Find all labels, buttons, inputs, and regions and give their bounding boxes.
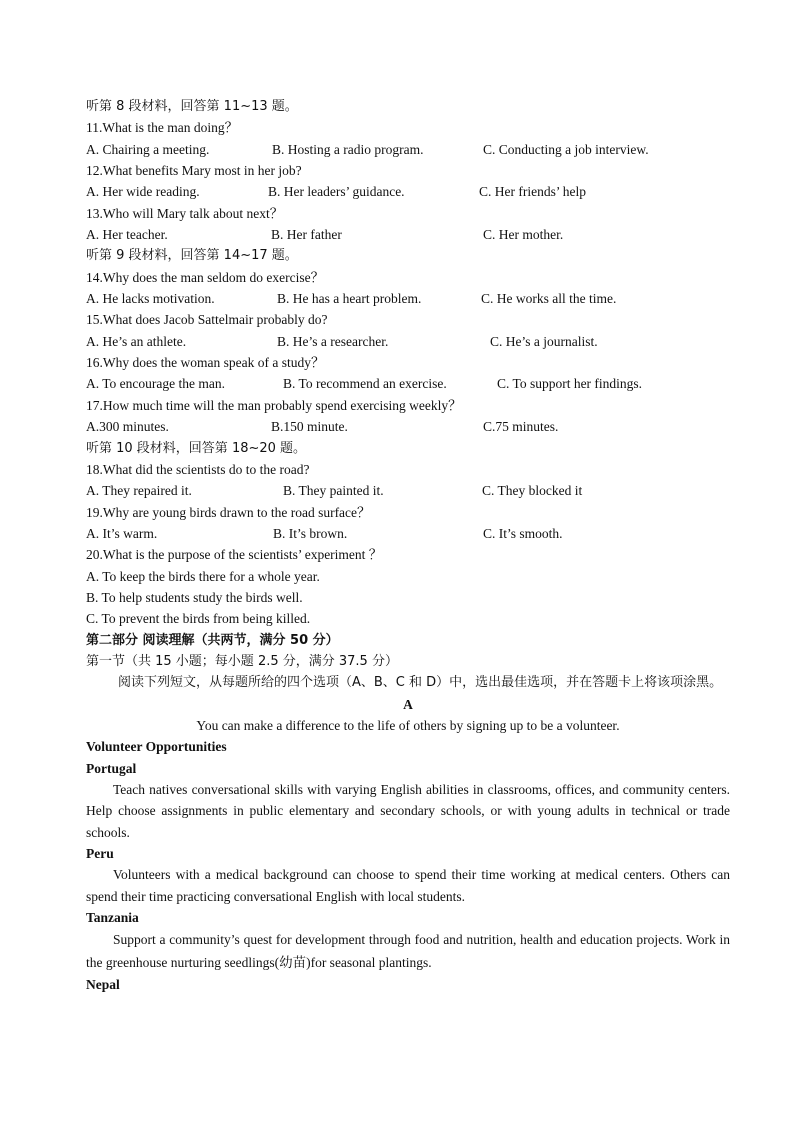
question-15-stem: 15.What does Jacob Sattelmair probably do? [86, 312, 328, 328]
question-14-stem: 14.Why does the man seldom do exercise？ [86, 269, 325, 285]
part-two-title: 第二部分 阅读理解（共两节，满分 50 分） [86, 632, 339, 648]
option-a: A. Her teacher. [86, 227, 168, 243]
section-10-header: 听第 10 段材料，回答第 18~20 题。 [86, 440, 307, 456]
option-a: A. He’s an athlete. [86, 333, 187, 349]
question-16-options [86, 373, 730, 394]
option-b: B. It’s brown. [273, 525, 348, 541]
section-one-title: 第一节（共 15 小题；每小题 2.5 分，满分 37.5 分） [86, 653, 398, 669]
tanzania-text: Support a community’s quest for development through food and nutrition, health and education projects. Work in the greenhouse nurturing seedlings(幼苗)for seasonal plantings. [86, 932, 730, 971]
option-c: C. Conducting a job interview. [483, 141, 649, 157]
section-8-header: 听第 8 段材料，回答第 11~13 题。 [86, 99, 298, 114]
option-a: A. Chairing a meeting. [86, 141, 210, 157]
exam-page [86, 96, 730, 996]
option-b: B. Her leaders’ guidance. [268, 184, 405, 200]
option-c: C. He works all the time. [481, 291, 617, 307]
section-9-header: 听第 9 段材料，回答第 14~17 题。 [86, 248, 298, 264]
question-11-stem: 11.What is the man doing？ [86, 120, 239, 136]
portugal-title: Portugal [86, 760, 137, 776]
peru-text: Volunteers with a medical background can choose to spend their time working at medical centers. Others can spend their time practicing conversational English with local students. [86, 867, 730, 904]
question-11-options [86, 139, 730, 160]
question-20-option-c: C. To prevent the birds from being killed. [86, 611, 311, 627]
option-b: B. Her father [271, 227, 342, 243]
option-c: C. Her friends’ help [479, 184, 586, 200]
question-20-option-a: A. To keep the birds there for a whole year. [86, 568, 320, 584]
option-a: A. It’s warm. [86, 525, 158, 541]
option-c: C. He’s a journalist. [490, 333, 598, 349]
question-14-options [86, 288, 730, 309]
option-c: C. Her mother. [483, 227, 564, 243]
option-a: A. They repaired it. [86, 483, 192, 499]
option-b: B.150 minute. [271, 419, 348, 435]
portugal-text: Teach natives conversational skills with varying English abilities in classrooms, offices, and community centers. Help choose assignments in public elementary and secondary schools, or with young adults in technical or trade schools. [86, 782, 730, 840]
question-13-stem: 13.Who will Mary talk about next？ [86, 205, 284, 221]
option-a: A. To encourage the man. [86, 376, 226, 392]
tanzania-title: Tanzania [86, 910, 139, 926]
question-19-options [86, 523, 730, 544]
question-18-stem: 18.What did the scientists do to the road? [86, 461, 310, 477]
option-c: C.75 minutes. [483, 419, 559, 435]
question-12-stem: 12.What benefits Mary most in her job? [86, 163, 302, 179]
reading-instructions: 阅读下列短文，从每题所给的四个选项（A、B、C 和 D）中，选出最佳选项，并在答题卡上将该项涂黑。 [118, 675, 723, 691]
option-b: B. He’s a researcher. [277, 333, 389, 349]
option-b: B. He has a heart problem. [277, 291, 422, 307]
option-b: B. They painted it. [283, 483, 384, 499]
option-b: B. Hosting a radio program. [272, 141, 424, 157]
question-18-options [86, 480, 730, 501]
option-a: A.300 minutes. [86, 419, 169, 435]
option-b: B. To recommend an exercise. [283, 376, 447, 392]
question-20-option-b: B. To help students study the birds well. [86, 589, 303, 605]
question-13-options [86, 224, 730, 245]
question-19-stem: 19.Why are young birds drawn to the road surface？ [86, 504, 371, 520]
peru-title: Peru [86, 846, 114, 862]
option-c: C. To support her findings. [497, 376, 643, 392]
passage-heading: Volunteer Opportunities [86, 739, 227, 755]
option-a: A. He lacks motivation. [86, 291, 215, 307]
option-c: C. They blocked it [482, 483, 583, 499]
option-c: C. It’s smooth. [483, 525, 563, 541]
question-12-options [86, 181, 730, 202]
question-17-options [86, 416, 730, 437]
nepal-title: Nepal [86, 977, 120, 993]
option-a: A. Her wide reading. [86, 184, 200, 200]
question-20-stem: 20.What is the purpose of the scientists’ experiment ？ [86, 547, 383, 563]
question-15-options [86, 331, 730, 352]
passage-intro: You can make a difference to the life of others by signing up to be a volunteer. [196, 717, 620, 733]
question-17-stem: 17.How much time will the man probably spend exercising weekly？ [86, 397, 462, 413]
question-16-stem: 16.Why does the woman speak of a study？ [86, 355, 325, 371]
passage-letter: A [403, 696, 413, 712]
